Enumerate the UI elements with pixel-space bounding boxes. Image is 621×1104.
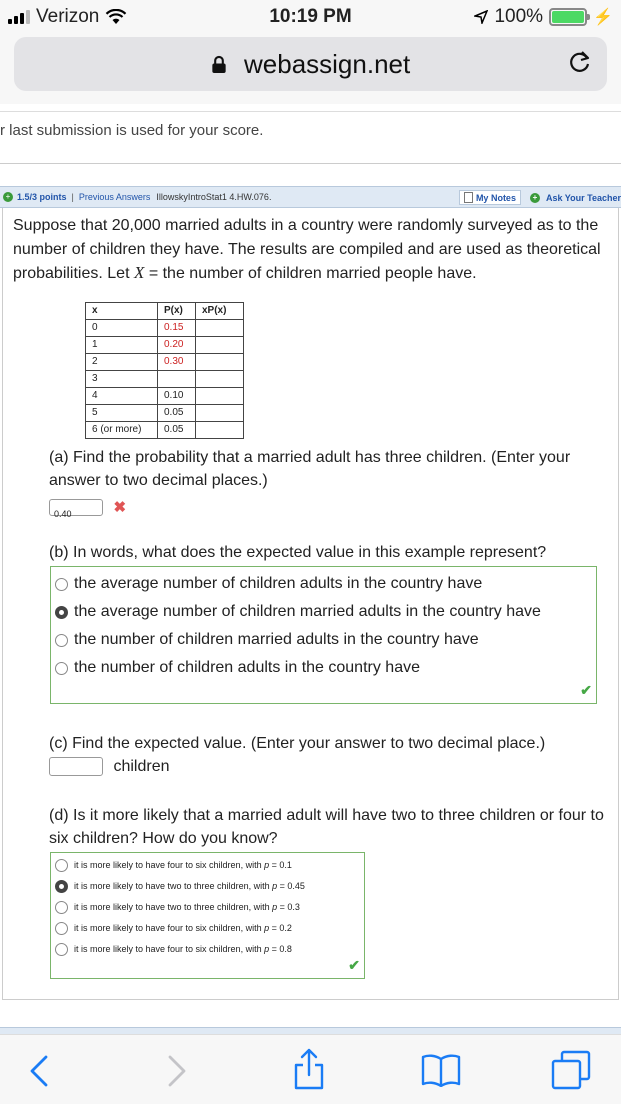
option-variable: p <box>272 880 278 891</box>
table-header: P(x) <box>158 302 196 319</box>
lock-icon <box>211 55 227 74</box>
option-label: the average number of children married adults in the country have <box>74 602 541 620</box>
part-a-question: (a) Find the probability that a married adult has three children. (Enter your answer to two decimal places.) <box>49 448 571 489</box>
table-row <box>86 387 244 404</box>
part-d-option[interactable] <box>51 855 364 876</box>
option-text: it is more likely to have four to six children, with <box>74 922 262 933</box>
table-cell-x: 3 <box>86 370 158 387</box>
forward-icon[interactable] <box>164 1051 190 1091</box>
table-cell-xp <box>196 404 244 421</box>
address-area <box>0 34 621 104</box>
ask-plus-icon: + <box>530 193 540 203</box>
option-variable: p <box>264 943 270 954</box>
status-bar <box>0 0 621 34</box>
header-separator: | <box>71 192 74 202</box>
my-notes-button[interactable] <box>459 190 521 205</box>
previous-answers-link[interactable]: Previous Answers <box>78 192 151 202</box>
status-right <box>474 6 613 28</box>
charging-bolt-icon: ⚡ <box>593 9 613 26</box>
option-variable: p <box>272 901 278 912</box>
table-cell-x: 0 <box>86 319 158 336</box>
ask-teacher-label: Ask Your Teacher <box>545 192 621 203</box>
part-a-answer-input[interactable]: 0.40 <box>49 499 103 516</box>
option-label <box>74 901 300 914</box>
part-d-option[interactable] <box>51 918 364 939</box>
share-icon[interactable] <box>292 1047 326 1091</box>
part-b-question: (b) In words, what does the expected value in this example represent? <box>49 543 547 561</box>
option-value: = 0.1 <box>271 859 292 870</box>
part-b-option[interactable] <box>51 569 596 597</box>
table-cell-p: 0.20 <box>158 336 196 353</box>
bookmarks-icon[interactable] <box>420 1053 462 1087</box>
intro-text-b: = the number of children married people have. <box>148 265 477 282</box>
table-cell-x: 1 <box>86 336 158 353</box>
clock: 10:19 PM <box>269 6 352 27</box>
table-cell-xp <box>196 387 244 404</box>
my-notes-label: My Notes <box>475 192 516 203</box>
correct-check-icon: ✔ <box>580 681 592 698</box>
tabs-icon[interactable] <box>550 1049 592 1091</box>
radio-button[interactable] <box>55 578 68 591</box>
option-value: = 0.8 <box>271 943 292 954</box>
option-variable: p <box>264 922 270 933</box>
address-bar[interactable] <box>14 37 607 91</box>
radio-button-selected[interactable] <box>55 606 68 619</box>
table-cell-x: 2 <box>86 353 158 370</box>
table-cell-xp <box>196 370 244 387</box>
submission-note: r last submission is used for your score. <box>0 112 621 164</box>
option-text: it is more likely to have four to six children, with <box>74 859 262 870</box>
option-label <box>74 880 305 893</box>
table-cell-p: 0.05 <box>158 404 196 421</box>
table-row <box>86 319 244 336</box>
part-b-choices <box>50 566 597 704</box>
intro-variable: X <box>133 263 145 282</box>
radio-button[interactable] <box>55 634 68 647</box>
table-cell-xp <box>196 319 244 336</box>
carrier-name: Verizon <box>36 6 100 27</box>
notes-icon <box>464 192 473 203</box>
table-cell-p: 0.30 <box>158 353 196 370</box>
url-text: webassign.net <box>244 49 411 79</box>
reload-icon[interactable] <box>567 49 593 75</box>
option-label: the number of children adults in the country have <box>74 658 420 676</box>
table-cell-x: 6 (or more) <box>86 421 158 438</box>
part-c-question: (c) Find the expected value. (Enter your answer to two decimal place.) <box>49 734 546 752</box>
table-cell-p: 0.15 <box>158 319 196 336</box>
radio-button[interactable] <box>55 662 68 675</box>
ask-teacher-button[interactable] <box>527 193 621 203</box>
question-intro <box>3 208 618 286</box>
table-cell-x: 5 <box>86 404 158 421</box>
option-label <box>74 922 292 935</box>
expand-icon[interactable]: + <box>3 192 13 202</box>
probability-table <box>85 302 244 439</box>
table-cell-xp <box>196 353 244 370</box>
assignment-id: IllowskyIntroStat1 4.HW.076. <box>156 192 272 202</box>
radio-button[interactable] <box>55 922 68 935</box>
option-label <box>74 943 292 956</box>
part-b-option[interactable] <box>51 625 596 653</box>
table-cell-p: 0.05 <box>158 421 196 438</box>
radio-button[interactable] <box>55 859 68 872</box>
battery-icon <box>549 8 587 26</box>
location-arrow-icon <box>474 10 488 24</box>
option-text: it is more likely to have two to three children, with <box>74 901 270 912</box>
table-cell-xp <box>196 421 244 438</box>
part-b-option[interactable] <box>51 653 596 681</box>
part-c-answer-row <box>3 755 618 778</box>
option-variable: p <box>264 859 270 870</box>
correct-check-icon: ✔ <box>348 956 360 973</box>
table-cell-p <box>158 370 196 387</box>
part-b-option[interactable] <box>51 597 596 625</box>
table-header: x <box>86 302 158 319</box>
table-row <box>86 404 244 421</box>
table-cell-p: 0.10 <box>158 387 196 404</box>
intro-text-a: Suppose that 20,000 married adults in a country were randomly surveyed as to the number of children they have. The results are compiled and are used as theoretical probabilities. Let <box>13 217 601 282</box>
radio-button-selected[interactable] <box>55 880 68 893</box>
part-a-answer-row <box>3 496 618 519</box>
table-row <box>86 336 244 353</box>
table-cell-xp <box>196 336 244 353</box>
radio-button[interactable] <box>55 901 68 914</box>
back-icon[interactable] <box>26 1051 52 1091</box>
part-d-option[interactable] <box>51 939 364 960</box>
part-d-question: (d) Is it more likely that a married adult will have two to three children or four to six children? How do you know? <box>49 806 604 847</box>
option-label: the average number of children adults in the country have <box>74 574 483 592</box>
table-row <box>86 421 244 438</box>
table-header: xP(x) <box>196 302 244 319</box>
battery-percent: 100% <box>494 6 544 27</box>
question-body <box>2 208 619 1000</box>
part-d-option[interactable] <box>51 876 364 897</box>
clipped-text-line <box>0 104 621 112</box>
part-d-choices <box>50 852 365 979</box>
option-value: = 0.45 <box>279 880 305 891</box>
option-label <box>74 859 292 872</box>
option-text: it is more likely to have four to six children, with <box>74 943 262 954</box>
option-value: = 0.3 <box>279 901 300 912</box>
question-header <box>0 186 621 208</box>
points-score: 1.5/3 points <box>17 192 67 202</box>
option-label: the number of children married adults in the country have <box>74 630 479 648</box>
table-header-row <box>86 302 244 319</box>
table-row <box>86 353 244 370</box>
radio-button[interactable] <box>55 943 68 956</box>
incorrect-icon: ✖ <box>113 498 127 516</box>
option-value: = 0.2 <box>271 922 292 933</box>
option-text: it is more likely to have two to three children, with <box>74 880 270 891</box>
part-c-unit: children <box>113 757 170 775</box>
part-d-option[interactable] <box>51 897 364 918</box>
table-row <box>86 370 244 387</box>
page-content <box>0 104 621 1032</box>
table-cell-x: 4 <box>86 387 158 404</box>
browser-toolbar <box>0 1034 621 1104</box>
part-c-answer-input[interactable] <box>49 757 103 776</box>
